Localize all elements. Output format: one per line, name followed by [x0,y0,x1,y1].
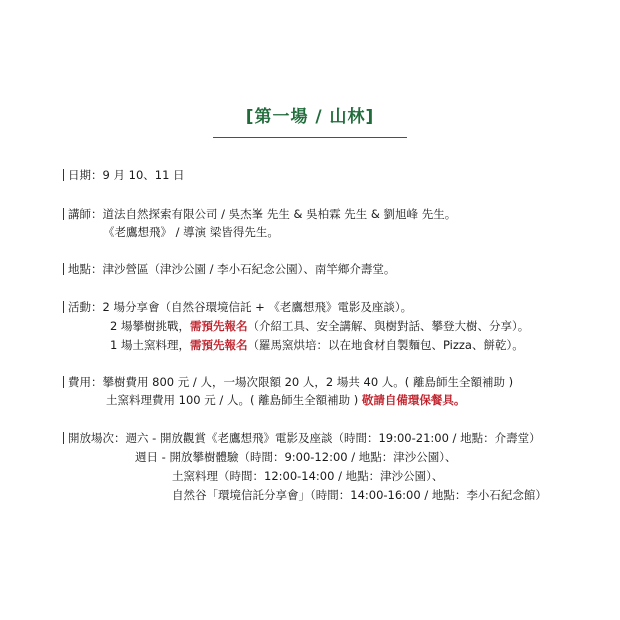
fees-line-2 [106,393,465,407]
registration-required-note: 需預先報名 [189,338,248,352]
kiln-cooking-details: （羅馬窯烘培：以在地食材自製麵包、Pizza、餅乾）。 [247,338,524,352]
activities-row [63,300,412,314]
kiln-cooking-text: 1 場土窯料理， [110,338,190,352]
registration-required-note: 需預先報名 [189,319,248,333]
lecturers-label: 講師： [68,207,103,221]
kiln-fee-text: 土窯料理費用 100 元 / 人。( 離島師生全額補助 ) [106,393,362,407]
activities-line-3 [110,338,524,352]
tree-climb-details: （介紹工具、安全講解、與樹對話、攀登大樹、分享）。 [247,319,530,333]
schedule-sunday-1: 週日 - 開放攀樹體驗（時間：9:00-12:00 / 地點：津沙公園）、 [135,450,457,464]
activities-label: 活動： [68,300,103,314]
fees-line-1: 攀樹費用 800 元 / 人，一場次限額 20 人，2 場共 40 人。( 離島師生全額補助 ) [102,375,514,389]
fees-label: 費用： [68,375,103,389]
schedule-row [63,431,541,445]
date-label: 日期： [68,168,103,182]
date-row [63,168,185,182]
tree-climb-text: 2 場攀樹挑戰， [110,319,190,333]
schedule-saturday: 週六 - 開放觀賞《老鷹想飛》電影及座談（時間：19:00-21:00 / 地點：介壽堂） [125,431,541,445]
page-title: [第一場 / 山林] [245,107,375,127]
schedule-label: 開放場次： [68,431,126,445]
location-label: 地點： [68,262,103,276]
date-value: 9 月 10、11 日 [102,168,185,182]
section-bar [63,432,64,444]
section-bar [63,376,64,388]
schedule-sunday-3: 自然谷「環境信託分享會」（時間：14:00-16:00 / 地點：李小石紀念館） [172,488,547,502]
section-bar [63,208,64,220]
section-bar [63,301,64,313]
fees-row [63,375,513,389]
lecturers-line-2: 《老鷹想飛》 / 導演 梁皆得先生。 [103,225,279,239]
location-row [63,262,395,276]
location-value: 津沙營區（津沙公園 / 李小石紀念公園）、南竿鄉介壽堂。 [102,262,396,276]
section-bar [63,263,64,275]
title-underline [213,137,407,138]
schedule-sunday-2: 土窯料理（時間：12:00-14:00 / 地點：津沙公園）、 [172,469,444,483]
bring-tableware-note: 敬請自備環保餐具。 [361,393,466,407]
activities-line-1: 2 場分享會（自然谷環境信託 + 《老鷹想飛》電影及座談）。 [102,300,413,314]
activities-line-2 [110,319,529,333]
section-bar [63,169,64,181]
lecturers-line-1: 道法自然探索有限公司 / 吳杰峯 先生 & 吳柏霖 先生 & 劉旭峰 先生。 [102,207,457,221]
lecturers-row [63,207,456,221]
